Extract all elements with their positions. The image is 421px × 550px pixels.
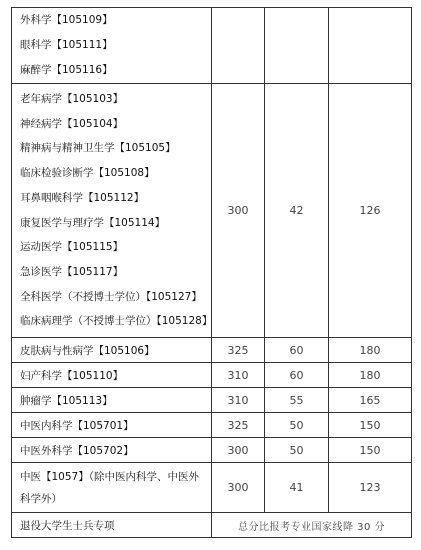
total-score-cell: 300 [212,463,265,513]
total-score-cell: 310 [212,388,265,413]
single-over-100-cell: 123 [329,463,412,513]
major-name: 中医内科学【105701】 [12,413,212,438]
single-100-cell: 50 [265,438,329,463]
single-over-100-cell: 150 [329,438,412,463]
major-name: 外科学【105109】 [20,14,113,27]
single-100-cell [265,8,329,84]
special-program-note: 总分比报考专业国家线降 30 分 [212,513,412,538]
major-name: 麻醉学【105116】 [20,63,113,76]
major-name: 皮肤病与性病学【105106】 [12,338,212,363]
table-row [12,363,412,388]
table-row [12,513,412,538]
major-name: 全科医学（不授博士学位）【105127】 [20,290,202,303]
major-names-cell [12,463,212,513]
total-score-cell: 310 [212,363,265,388]
single-100-cell: 60 [265,338,329,363]
single-100-cell: 41 [265,463,329,513]
major-name: 康复医学与理疗学【105114】 [20,216,166,229]
major-name: 妇产科学【105110】 [12,363,212,388]
major-name: 神经病学【105104】 [20,117,124,130]
table-row [12,338,412,363]
major-name: 运动医学【105115】 [20,241,124,254]
major-names-cell [12,8,212,84]
single-over-100-cell: 126 [329,84,412,338]
total-score-cell: 300 [212,84,265,338]
single-over-100-cell [329,8,412,84]
major-name: 临床检验诊断学【105108】 [20,167,155,180]
single-over-100-cell: 150 [329,413,412,438]
major-names-cell [12,84,212,338]
major-name: 眼科学【105111】 [20,39,113,52]
total-score-cell: 300 [212,438,265,463]
major-name: 中医外科学【105702】 [12,438,212,463]
total-score-cell: 325 [212,413,265,438]
major-name: 肿瘤学【105113】 [12,388,212,413]
major-name: 中医【1057】（除中医内科学、中医外科学外） [20,470,199,505]
total-score-cell: 325 [212,338,265,363]
table-row [12,388,412,413]
table-row [12,84,412,338]
major-name: 急诊医学【105117】 [20,265,124,278]
table-row [12,413,412,438]
special-program-name: 退役大学生士兵专项 [12,513,212,538]
table-row [12,438,412,463]
single-over-100-cell: 165 [329,388,412,413]
single-over-100-cell: 180 [329,363,412,388]
major-name: 耳鼻咽喉科学【105112】 [20,191,145,204]
single-100-cell: 55 [265,388,329,413]
single-over-100-cell: 180 [329,338,412,363]
single-100-cell: 42 [265,84,329,338]
single-100-cell: 60 [265,363,329,388]
score-table [11,7,412,538]
single-100-cell: 50 [265,413,329,438]
major-name: 精神病与精神卫生学【105105】 [20,142,176,155]
total-score-cell [212,8,265,84]
major-name: 临床病理学（不授博士学位）【105128】 [20,315,213,328]
table-row [12,8,412,84]
table-row [12,463,412,513]
major-name: 老年病学【105103】 [20,92,124,105]
